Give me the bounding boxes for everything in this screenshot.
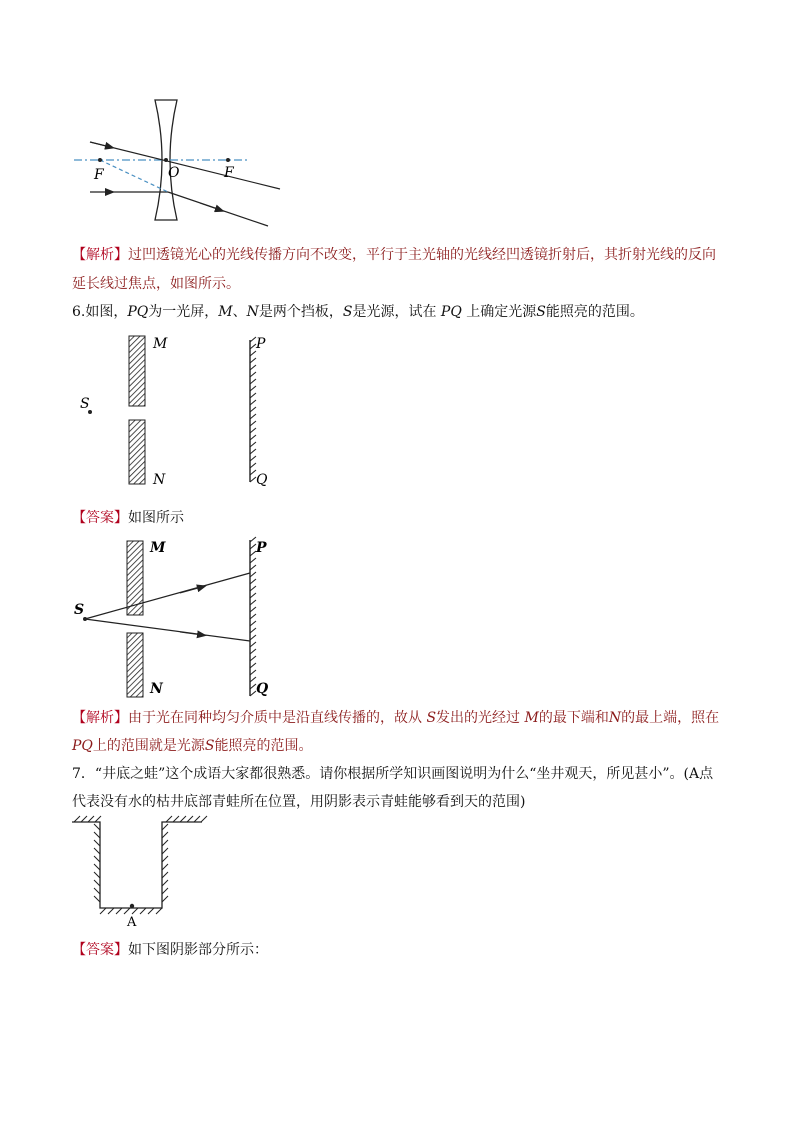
label-f-right: F [224, 165, 234, 181]
answer6-figure [70, 536, 290, 701]
barrier-n [127, 633, 143, 697]
ray-upper [85, 573, 250, 619]
answer6: 【答案】如图所示 [72, 510, 184, 526]
well-figure [70, 818, 210, 933]
question6-figure [70, 332, 290, 492]
focus-point-left [98, 158, 102, 162]
analysis6-line2: PQ上的范围就是光源S能照亮的范围。 [72, 738, 313, 754]
svg-text:N: N [150, 681, 163, 697]
svg-text:S: S [74, 602, 85, 618]
svg-text:N: N [153, 472, 166, 488]
analysis5-line2: 延长线过焦点，如图所示。 [72, 276, 240, 292]
center-point [164, 158, 168, 162]
analysis6-line1: 【解析】由于光在同种均匀介质中是沿直线传播的，故从 S发出的光经过 M的最下端和N的最上端，照在 [72, 710, 720, 726]
answer7: 【答案】如下图阴影部分所示： [72, 942, 268, 958]
svg-text:Q: Q [256, 681, 269, 697]
well-outline [72, 822, 202, 908]
label-f-left: F [94, 167, 104, 183]
barrier-m [129, 336, 145, 406]
svg-text:P: P [256, 540, 267, 556]
svg-text:M: M [153, 336, 168, 352]
frog-point-a [130, 904, 134, 908]
svg-text:S: S [80, 396, 90, 412]
focus-point-right [226, 158, 230, 162]
barrier-n [129, 420, 145, 484]
question6: 6.如图，PQ为一光屏，M、N是两个挡板，S是光源，试在 PQ 上确定光源S能照亮的范围。 [72, 304, 644, 320]
ray-through-center [90, 142, 280, 189]
label-o: O [168, 165, 180, 181]
svg-text:P: P [256, 336, 266, 352]
svg-text:A: A [127, 915, 137, 930]
analysis5-line1: 【解析】过凹透镜光心的光线传播方向不改变，平行于主光轴的光线经凹透镜折射后，其折射光线的反向 [72, 247, 716, 263]
question7-line2: 代表没有水的枯井底部青蛙所在位置，用阴影表示青蛙能够看到天的范围) [72, 794, 526, 810]
svg-text:Q: Q [256, 472, 268, 488]
svg-text:M: M [150, 540, 166, 556]
ray-lower [85, 619, 250, 641]
extension-dashed [100, 160, 168, 192]
concave-lens-figure [60, 95, 300, 230]
question7-line1: 7．“井底之蛙”这个成语大家都很熟悉。请你根据所学知识画图说明为什么“坐井观天，所见甚小”。(A点 [72, 766, 714, 782]
